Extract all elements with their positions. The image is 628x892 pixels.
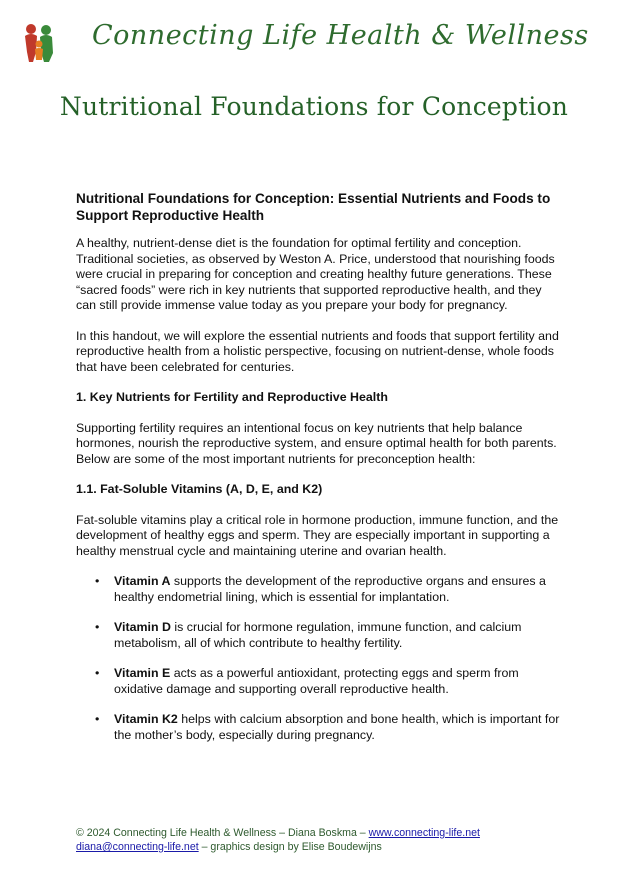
list-item xyxy=(76,712,560,743)
page-title: Nutritional Foundations for Conception xyxy=(59,92,569,121)
article-body xyxy=(76,190,560,758)
vitamin-name: Vitamin K2 xyxy=(114,712,178,726)
credit-text: – graphics design by Elise Boudewijns xyxy=(198,841,382,853)
intro-paragraph-1: A healthy, nutrient-dense diet is the foundation for optimal fertility and conception. Traditional societies, as observed by Weston A. Price, understood that nourishing foods were crucial in preparing for conception and creating healthy future generations. These “sacred foods” were rich in key nutrients that supported reproductive health, and they can still provide immense value today as you prepare your body for pregnancy. xyxy=(76,236,555,312)
bullet-icon: • xyxy=(95,620,100,634)
section-1-1-heading: 1.1. Fat-Soluble Vitamins (A, D, E, and K2) xyxy=(76,482,323,496)
vitamin-name: Vitamin A xyxy=(114,574,171,588)
brand-name: Connecting Life Health & Wellness xyxy=(92,20,589,51)
bullet-icon: • xyxy=(95,712,100,726)
main-heading: Nutritional Foundations for Conception: Essential Nutrients and Foods to Support Reproductive Health xyxy=(76,191,551,223)
website-link[interactable]: www.connecting-life.net xyxy=(368,827,480,839)
footer-line-1 xyxy=(76,826,576,840)
bullet-icon: • xyxy=(95,666,100,680)
vitamin-name: Vitamin D xyxy=(114,620,171,634)
vitamin-list xyxy=(76,574,560,743)
list-item xyxy=(76,666,560,697)
section-1-heading: 1. Key Nutrients for Fertility and Reproductive Health xyxy=(76,390,388,404)
vitamin-description: acts as a powerful antioxidant, protecting eggs and sperm from oxidative damage and supporting overall reproductive health. xyxy=(114,666,519,696)
family-logo-icon xyxy=(22,22,56,64)
vitamin-name: Vitamin E xyxy=(114,666,171,680)
footer-line-2 xyxy=(76,840,576,854)
list-item xyxy=(76,620,560,651)
intro-paragraph-2: In this handout, we will explore the essential nutrients and foods that support fertility and reproductive health from a holistic perspective, focusing on nutrient-dense, whole foods that have been celebrated for centuries. xyxy=(76,328,559,374)
vitamin-description: helps with calcium absorption and bone health, which is important for the mother’s body, especially during pregnancy. xyxy=(114,712,560,742)
page-footer xyxy=(76,826,576,854)
list-item xyxy=(76,574,560,605)
section-1-1-paragraph: Fat-soluble vitamins play a critical role in hormone production, immune function, and the development of healthy eggs and sperm. They are especially important in supporting a healthy menstrual cycle and maintaining uterine and ovarian health. xyxy=(76,512,559,558)
vitamin-description: is crucial for hormone regulation, immune function, and calcium metabolism, all of which contribute to healthy fertility. xyxy=(114,620,522,650)
vitamin-description: supports the development of the reproductive organs and ensures a healthy endometrial lining, which is essential for implantation. xyxy=(114,574,546,604)
email-link[interactable]: diana@connecting-life.net xyxy=(76,841,199,853)
section-1-paragraph: Supporting fertility requires an intentional focus on key nutrients that help balance hormones, nourish the reproductive system, and ensure optimal health for both parents. Below are some of the most important nutrients for preconception health: xyxy=(76,420,557,466)
bullet-icon: • xyxy=(95,574,100,588)
copyright-text: © 2024 Connecting Life Health & Wellness – Diana Boskma – xyxy=(76,827,369,839)
